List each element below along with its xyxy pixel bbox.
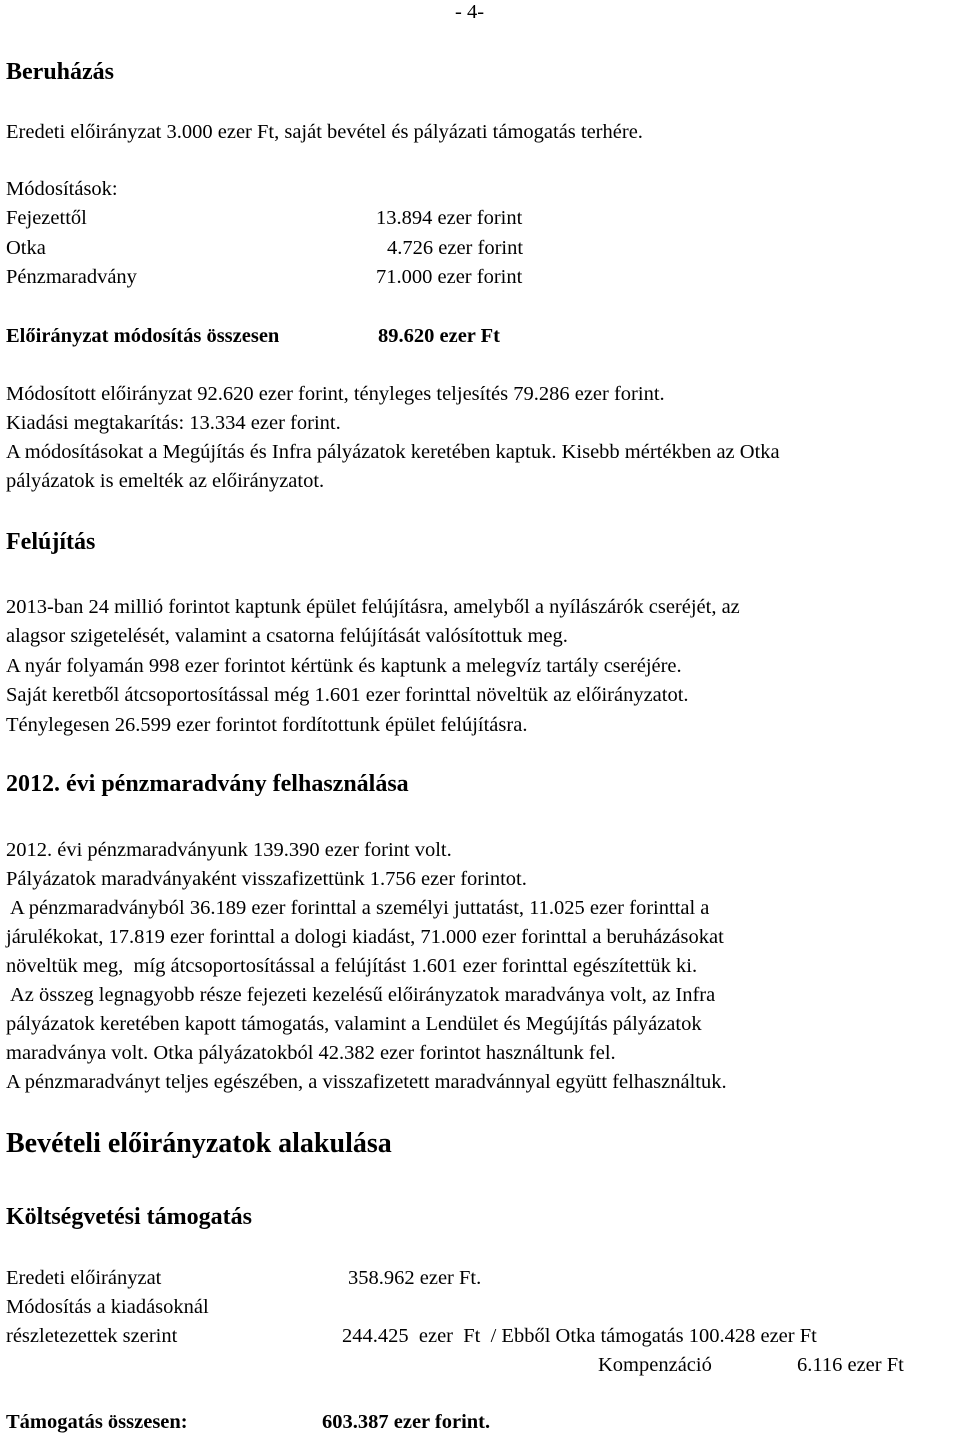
paragraph-line: maradványa volt. Otka pályázatokból 42.382 ezer forintot használtunk fel. bbox=[6, 1042, 616, 1064]
kompenzacio-value: 6.116 ezer Ft bbox=[797, 1354, 904, 1376]
paragraph-line: Az összeg legnagyobb része fejezeti kezelésű előirányzatok maradványa volt, az Infra bbox=[6, 984, 716, 1006]
modositas-label: Módosítás a kiadásoknál bbox=[6, 1296, 209, 1318]
eredeti-label: Eredeti előirányzat bbox=[6, 1267, 162, 1289]
modositas-label: részletezettek szerint bbox=[6, 1325, 178, 1347]
paragraph-line: Módosított előirányzat 92.620 ezer forint, tényleges teljesítés 79.286 ezer forint. bbox=[6, 383, 665, 405]
paragraph-line: pályázatok is emelték az előirányzatot. bbox=[6, 470, 325, 492]
paragraph-line: A módosításokat a Megújítás és Infra pályázatok keretében kaptuk. Kisebb mértékben az Otka bbox=[6, 441, 780, 463]
section-heading-beruhazas: Beruházás bbox=[6, 59, 114, 85]
kompenzacio-label: Kompenzáció bbox=[598, 1354, 712, 1376]
mod-total-label: Előirányzat módosítás összesen bbox=[6, 325, 280, 347]
tamogatas-total-value: 603.387 ezer forint. bbox=[322, 1411, 491, 1433]
paragraph-line: 2012. évi pénzmaradványunk 139.390 ezer forint volt. bbox=[6, 839, 452, 861]
subheading-koltsegvetesi: Költségvetési támogatás bbox=[6, 1204, 252, 1230]
section-heading-bevetel: Bevételi előirányzatok alakulása bbox=[6, 1128, 392, 1159]
paragraph-line: Pályázatok maradványaként visszafizettünk 1.756 ezer forintot. bbox=[6, 868, 527, 890]
paragraph-line: A pénzmaradványt teljes egészében, a visszafizetett maradvánnyal együtt felhasználtuk. bbox=[6, 1071, 727, 1093]
mod-label-penzmaradvany: Pénzmaradvány bbox=[6, 266, 137, 288]
mod-label-fejezet: Fejezettől bbox=[6, 207, 87, 229]
tamogatas-total-label: Támogatás összesen: bbox=[6, 1411, 188, 1433]
paragraph-line: növeltük meg, míg átcsoportosítással a felújítást 1.601 ezer forinttal egészítettük ki. bbox=[6, 955, 698, 977]
mod-value-fejezet: 13.894 ezer forint bbox=[376, 207, 523, 229]
paragraph-line: A nyár folyamán 998 ezer forintot kértünk és kaptunk a melegvíz tartály cseréjére. bbox=[6, 655, 682, 677]
paragraph-line: pályázatok keretében kapott támogatás, valamint a Lendület és Megújítás pályázatok bbox=[6, 1013, 702, 1035]
paragraph-line: 2013-ban 24 millió forintot kaptunk épület felújításra, amelyből a nyílászárók cseréjét, az bbox=[6, 596, 740, 618]
mod-total-value: 89.620 ezer Ft bbox=[378, 325, 500, 347]
eredeti-value: 358.962 ezer Ft. bbox=[348, 1267, 482, 1289]
mod-value-penzmaradvany: 71.000 ezer forint bbox=[376, 266, 523, 288]
paragraph-line: Kiadási megtakarítás: 13.334 ezer forint. bbox=[6, 412, 341, 434]
original-appropriation: Eredeti előirányzat 3.000 ezer Ft, saját bevétel és pályázati támogatás terhére. bbox=[6, 121, 643, 143]
paragraph-line: járulékokat, 17.819 ezer forinttal a dologi kiadást, 71.000 ezer forinttal a beruházásokat bbox=[6, 926, 724, 948]
modifications-label: Módosítások: bbox=[6, 178, 118, 200]
mod-value-otka: 4.726 ezer forint bbox=[387, 237, 524, 259]
paragraph-line: Saját keretből átcsoportosítással még 1.601 ezer forinttal növeltük az előirányzatot. bbox=[6, 684, 689, 706]
section-heading-felujitas: Felújítás bbox=[6, 529, 96, 555]
paragraph-line: alagsor szigetelését, valamint a csatorna felújítását valósítottuk meg. bbox=[6, 625, 568, 647]
page-number: - 4- bbox=[455, 1, 485, 23]
modositas-value: 244.425 ezer Ft / Ebből Otka támogatás 100.428 ezer Ft bbox=[342, 1325, 817, 1347]
mod-label-otka: Otka bbox=[6, 237, 46, 259]
paragraph-line: A pénzmaradványból 36.189 ezer forinttal a személyi juttatást, 11.025 ezer forinttal a bbox=[6, 897, 710, 919]
paragraph-line: Ténylegesen 26.599 ezer forintot fordítottunk épület felújításra. bbox=[6, 714, 528, 736]
section-heading-penzmaradvany: 2012. évi pénzmaradvány felhasználása bbox=[6, 771, 409, 797]
